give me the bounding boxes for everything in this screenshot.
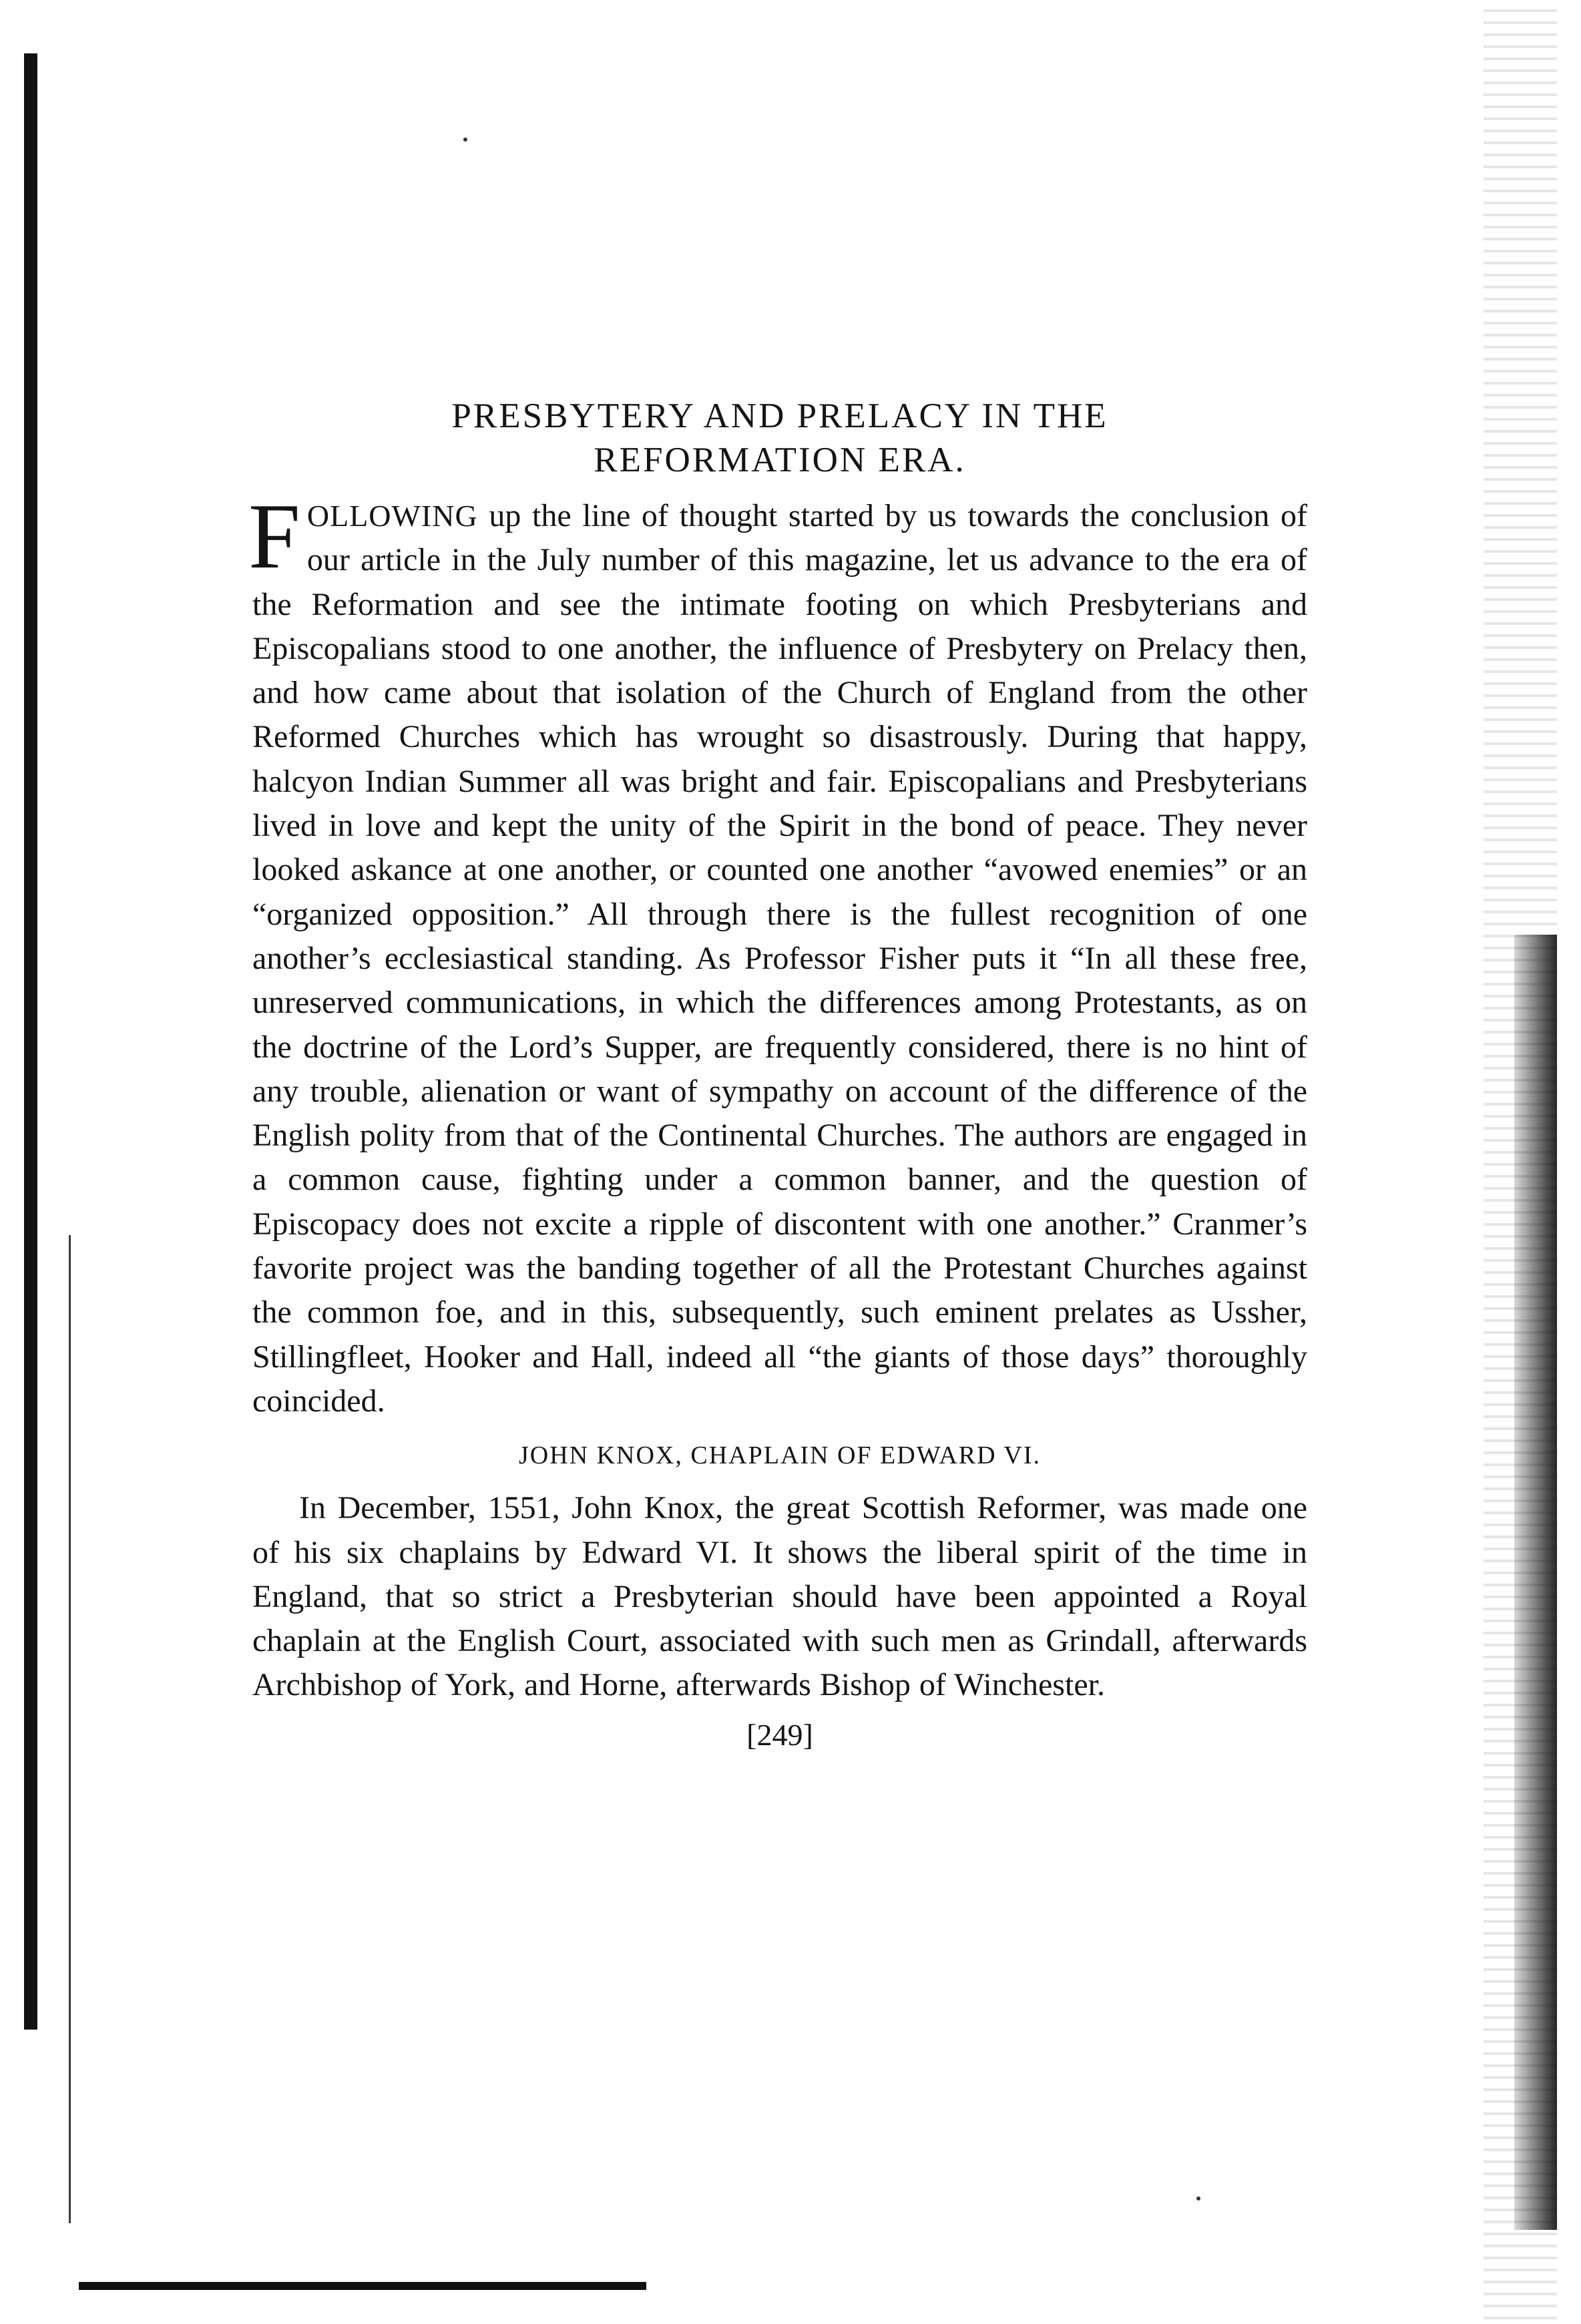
page-number: [249]	[746, 1717, 813, 1752]
paragraph-opening	[248, 485, 1307, 1423]
opening-caps: OLLOWING	[306, 499, 478, 533]
scan-binding-line-left	[69, 1235, 71, 2223]
article-title	[252, 394, 1307, 482]
drop-cap: F	[248, 485, 300, 588]
paragraph-opening-text: up the line of thought started by us towards the conclusion of our article in the July number of this magazine, let us advance to the era of the Reformation and see the intimate footing on which Presbyterians and Episcopalians stood to one another, the influence of Presbytery on Prelacy then, and how came about that isolation of the Church of England from the other Reformed Churches which has wrought so disastrously. During that happy, halcyon Indian Summer all was bright and fair. Episcopalians and Presbyterians lived in love and kept the unity of the Spirit in the bond of peace. They never looked askance at one another, or counted one another “avowed enemies” or an “organized opposition.” All through there is the fullest recognition of one another’s ecclesiastical standing. As Professor Fisher puts it “In all these free, unreserved communications, in which the differences among Protestants, as on the doctrine of the Lord’s Supper, are frequently considered, there is no hint of any trouble, alienation or want of sympathy on account of the difference of the English polity from that of the Continental Churches. The authors are engaged in a common cause, fighting under a common banner, and the question of Episcopacy does not excite a ripple of discontent with one another.” Cranmer’s favorite project was the banding together of all the Protestant Churches against the common foe, and in this, subsequently, such eminent prelates as Ussher, Stillingfleet, Hooker and Hall, indeed all “the giants of those days” thoroughly coincided.	[252, 498, 1307, 1419]
section-heading: JOHN KNOX, CHAPLAIN OF EDWARD VI.	[518, 1441, 1042, 1470]
scan-binding-edge-left	[24, 53, 37, 2030]
document-page	[248, 394, 1307, 1753]
scan-page-edge-right-shadow	[1514, 935, 1557, 2230]
article-title-line1: PRESBYTERY AND PRELACY IN THE	[451, 397, 1108, 435]
scan-speck	[1196, 2196, 1200, 2200]
article-title-line2: REFORMATION ERA.	[594, 441, 966, 479]
scan-speck	[463, 138, 467, 142]
scan-page-edge-bottom	[79, 2282, 646, 2290]
paragraph-knox: In December, 1551, John Knox, the great Scottish Reformer, was made one of his six chaplains by Edward VI. It shows the liberal spirit of the time in England, that so strict a Presbyterian should have been appointed a Royal chaplain at the English Court, associated with such men as Grindall, afterwards Archbishop of York, and Horne, afterwards Bishop of Winchester.	[252, 1490, 1307, 1703]
